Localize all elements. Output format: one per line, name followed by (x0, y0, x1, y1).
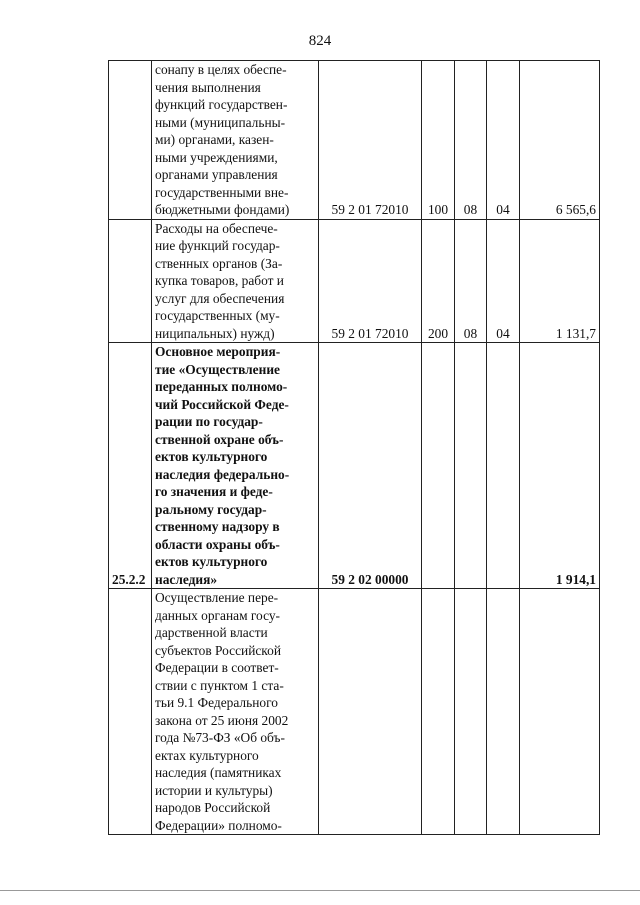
name-line: чий Российской Феде- (155, 396, 289, 412)
table-row (109, 589, 600, 835)
target-article-cell (319, 589, 422, 835)
section-cell: 08 (455, 219, 487, 343)
table-row (109, 219, 600, 343)
section-cell: 08 (455, 61, 487, 220)
name-line: наследия» (155, 571, 218, 587)
expense-type-cell: 200 (422, 219, 455, 343)
expense-type-cell (422, 343, 455, 589)
row-name-cell (152, 589, 319, 835)
name-line: ствии с пунктом 1 ста- (155, 677, 284, 693)
name-line: области охраны объ- (155, 536, 280, 552)
subsection-cell: 04 (487, 219, 520, 343)
name-line: государственных (му- (155, 308, 280, 323)
name-line: Федерации в соответ- (155, 660, 279, 675)
name-line: наследия федерально- (155, 466, 290, 482)
name-line: переданных полномо- (155, 379, 288, 394)
table-row (109, 61, 600, 220)
name-line: дарственной власти (155, 625, 268, 640)
name-line: государственными вне- (155, 184, 289, 200)
name-line: данных органам госу- (155, 607, 280, 623)
name-line: рации по государ- (155, 414, 263, 429)
name-line: года №73-ФЗ «Об объ- (155, 730, 285, 745)
row-name-cell (152, 61, 319, 220)
name-line: Расходы на обеспече- (155, 220, 278, 236)
row-number-cell (109, 589, 152, 835)
target-article-cell: 59 2 01 72010 (319, 61, 422, 220)
name-line: купка товаров, работ и (155, 273, 284, 288)
name-line: народов Российской (155, 800, 271, 815)
subsection-cell: 04 (487, 61, 520, 220)
subsection-cell (487, 343, 520, 589)
section-cell (455, 589, 487, 835)
name-line: наследия (памятниках (155, 765, 282, 780)
name-line: Осуществление пере- (155, 590, 279, 605)
amount-cell (520, 589, 600, 835)
name-line: ми) органами, казен- (155, 132, 274, 147)
name-line: ектов культурного (155, 449, 268, 464)
expense-type-cell: 100 (422, 61, 455, 220)
row-name-cell (152, 343, 319, 589)
page-number: 824 (308, 33, 332, 49)
name-line: ектов культурного (155, 554, 268, 569)
name-line: ние функций государ- (155, 238, 280, 253)
name-line: тьи 9.1 Федерального (155, 695, 278, 710)
name-line: услуг для обеспечения (155, 290, 285, 306)
amount-cell: 6 565,6 (520, 61, 600, 220)
name-line: ственному надзору в (155, 519, 280, 534)
amount-cell: 1 914,1 (520, 343, 600, 589)
amount-cell: 1 131,7 (520, 219, 600, 343)
name-line: ектах культурного (155, 747, 259, 763)
subsection-cell (487, 589, 520, 835)
table-row (109, 343, 600, 589)
name-line: сонапу в целях обеспе- (155, 62, 287, 77)
name-line: го значения и феде- (155, 484, 273, 499)
name-line: ственной охране объ- (155, 431, 284, 447)
name-line: органами управления (155, 167, 278, 182)
name-line: субъектов Российской (155, 642, 281, 658)
name-line: ральному государ- (155, 501, 267, 517)
name-line: чения выполнения (155, 79, 261, 95)
name-line: ными учреждениями, (155, 149, 278, 165)
expense-type-cell (422, 589, 455, 835)
name-line: истории и культуры) (155, 782, 273, 798)
row-name-cell (152, 219, 319, 343)
name-line: Основное мероприя- (155, 344, 281, 359)
name-line: ниципальных) нужд) (155, 325, 275, 341)
section-cell (455, 343, 487, 589)
page-bottom-divider (0, 890, 640, 891)
target-article-cell: 59 2 01 72010 (319, 219, 422, 343)
row-number-cell: 25.2.2 (109, 343, 152, 589)
row-number-cell (109, 219, 152, 343)
row-number-cell (109, 61, 152, 220)
name-line: закона от 25 июня 2002 (155, 712, 289, 728)
name-line: ственных органов (За- (155, 255, 283, 271)
target-article-cell: 59 2 02 00000 (319, 343, 422, 589)
name-line: функций государствен- (155, 97, 288, 112)
name-line: Федерации» полномо- (155, 817, 282, 833)
budget-table (108, 60, 600, 835)
name-line: тие «Осуществление (155, 361, 280, 377)
name-line: ными (муниципальны- (155, 114, 286, 130)
name-line: бюджетными фондами) (155, 202, 290, 217)
